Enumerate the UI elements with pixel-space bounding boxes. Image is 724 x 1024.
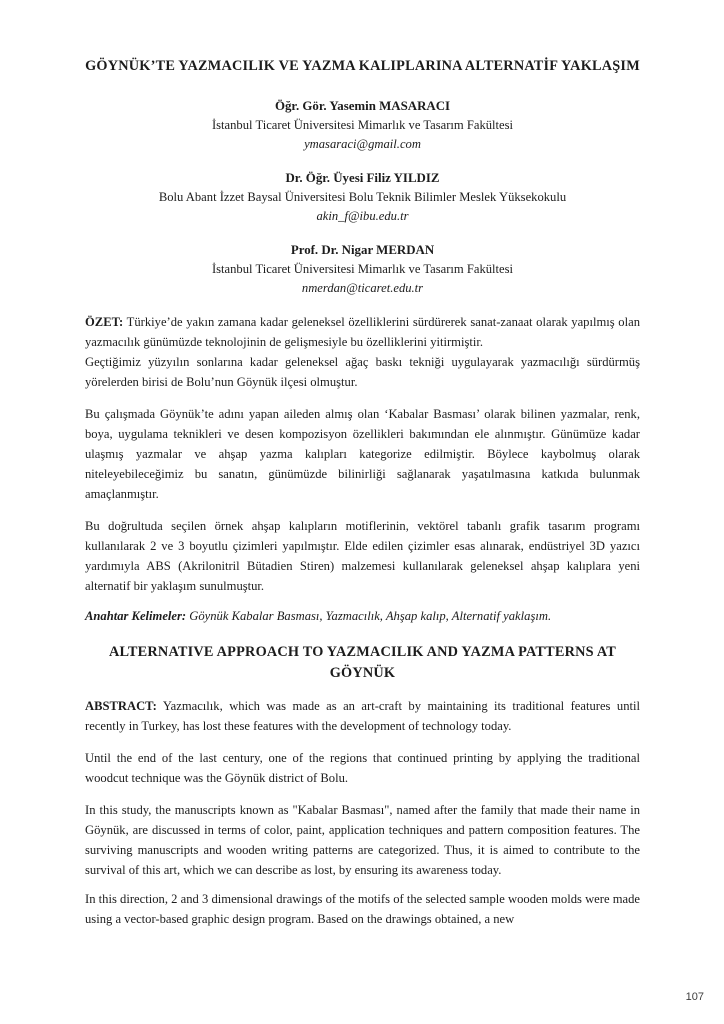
author-email: ymasaraci@gmail.com (304, 137, 421, 151)
paragraph-text: Yazmacılık, which was made as an art-craft by maintaining its traditional features until recently in Turkey, has lost these features with the development of technology today. (85, 699, 640, 733)
paragraph-text: Geçtiğimiz yüzyılın sonlarına kadar geleneksel ağaç baskı tekniği uygulayarak yazmacılığı sürdürmüş yörelerden birisi de Bolu’nun Göynük ilçesi olmuştur. (85, 355, 640, 389)
author-affiliation: İstanbul Ticaret Üniversitesi Mimarlık ve Tasarım Fakültesi (211, 262, 514, 276)
author-block-3 (85, 241, 640, 298)
page-number: 107 (685, 991, 704, 1003)
abstract-label: ABSTRACT: (85, 699, 157, 713)
author-affiliation: İstanbul Ticaret Üniversitesi Mimarlık ve Tasarım Fakültesi (211, 118, 514, 132)
keywords-label: Anahtar Kelimeler: (85, 609, 187, 623)
abstract-paragraph-4 (85, 889, 640, 929)
author-block-1 (85, 97, 640, 154)
author-affiliation: Bolu Abant İzzet Baysal Üniversitesi Bolu Teknik Bilimler Meslek Yüksekokulu (158, 190, 567, 204)
author-email: nmerdan@ticaret.edu.tr (301, 281, 424, 295)
abstract-paragraph-3 (85, 800, 640, 880)
abstract-paragraph-1 (85, 696, 640, 736)
author-block-2 (85, 169, 640, 226)
paragraph-text: Bu çalışmada Göynük’te adını yapan aileden almış olan ‘Kabalar Basması’ olarak bilinen yazmalar, renk, boya, uygulama teknikleri ve desen kompozisyon özellikleri bakımından ele alınmıştır. Günümüze kadar ulaşmış yazmalar ve ahşap yazma kalıpları kategorize edilmiştir. Böylece kaybolmuş olarak niteleyebileceğimiz bu sanatın, günümüzde bilinirliği sağlanarak yaşatılmasına katkıda bulunmak amaçlanmıştır. (85, 407, 640, 501)
paragraph-text: Türkiye’de yakın zamana kadar geleneksel özelliklerini sürdürerek sanat-zanaat olarak yapılmış olan yazmacılık günümüzde teknolojinin de gelişmesiyle bu özelliklerini yitirmiştir. (85, 315, 640, 349)
author-name: Dr. Öğr. Üyesi Filiz YILDIZ (285, 171, 440, 185)
author-email: akin_f@ibu.edu.tr (316, 209, 409, 223)
author-name: Öğr. Gör. Yasemin MASARACI (274, 99, 451, 113)
keywords-line (85, 606, 640, 626)
ozet-paragraph-4 (85, 516, 640, 596)
paragraph-text: Until the end of the last century, one of the regions that continued printing by applying the traditional woodcut technique was the Göynük district of Bolu. (85, 751, 640, 785)
ozet-label: ÖZET: (85, 315, 124, 329)
ozet-paragraph-2 (85, 352, 640, 392)
page-title: GÖYNÜK’TE YAZMACILIK VE YAZMA KALIPLARINA ALTERNATİF YAKLAŞIM (85, 58, 640, 74)
paragraph-text: In this study, the manuscripts known as "Kabalar Basması", named after the family that made their name in Göynük, are discussed in terms of color, paint, application techniques and pattern composition features. The surviving manuscripts and wooden writing patterns are categorized. Thus, it is aimed to contribute to the survival of this art, which we can describe as lost, by ensuring its awareness today. (85, 803, 640, 877)
ozet-paragraph-1 (85, 312, 640, 352)
paragraph-text: In this direction, 2 and 3 dimensional drawings of the motifs of the selected sample wooden molds were made using a vector-based graphic design program. Based on the drawings obtained, a new (85, 892, 640, 926)
keywords-text: Göynük Kabalar Basması, Yazmacılık, Ahşap kalıp, Alternatif yaklaşım. (186, 609, 552, 623)
abstract-paragraph-2 (85, 748, 640, 788)
ozet-paragraph-3 (85, 404, 640, 504)
author-name: Prof. Dr. Nigar MERDAN (290, 243, 435, 257)
paragraph-text: Bu doğrultuda seçilen örnek ahşap kalıpların motiflerinin, vektörel tabanlı grafik tasarım programı kullanılarak 2 ve 3 boyutlu çizimleri yapılmıştır. Elde edilen çizimler esas alınarak, endüstriyel 3D yazıcı yardımıyla ABS (Akrilonitril Bütadien Stiren) malzemesi kullanılarak geleneksel ahşap kalıplara yeni alternatif bir yaklaşım sunulmuştur. (85, 519, 640, 593)
english-section-heading: ALTERNATIVE APPROACH TO YAZMACILIK AND YAZMA PATTERNS AT GÖYNÜK (108, 644, 617, 681)
